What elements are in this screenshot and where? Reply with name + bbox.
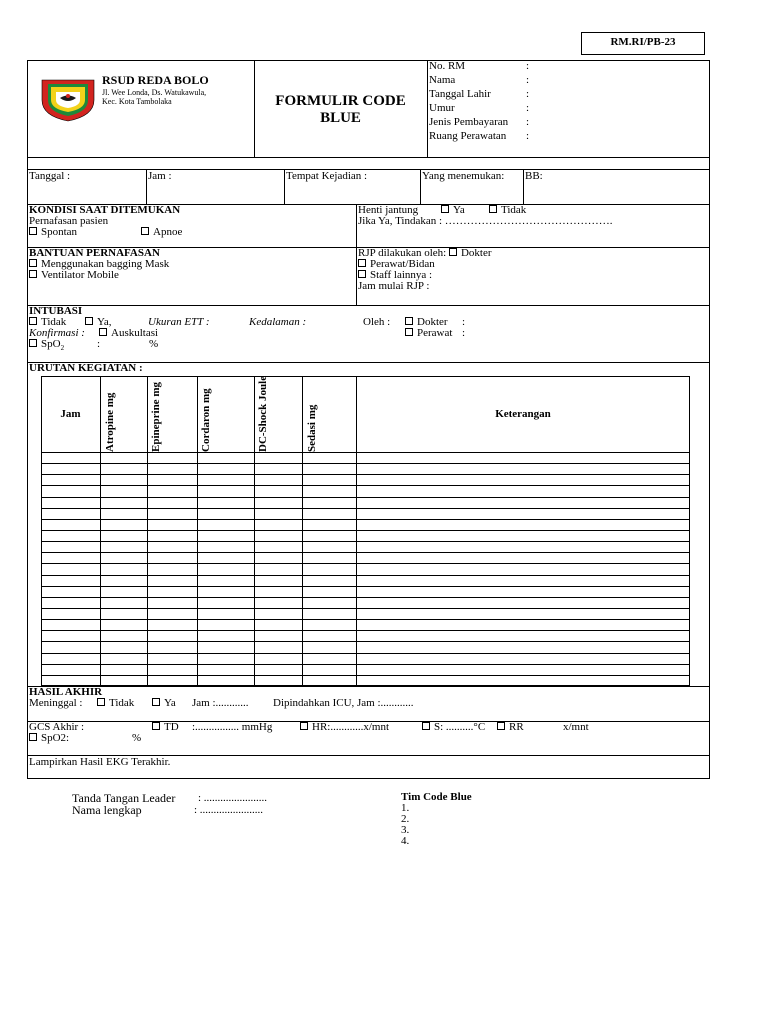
col-atropine-header: Atropine mg: [104, 392, 116, 452]
meninggal-tidak-option[interactable]: [97, 697, 134, 709]
col-keterangan-header: Keterangan: [495, 408, 551, 420]
table-row-line: [41, 586, 690, 587]
hospital-address-2: Kec. Kota Tambolaka: [102, 97, 172, 106]
hospital-logo-icon: [38, 76, 98, 122]
apnoe-label: Apnoe: [153, 226, 183, 238]
table-row-line: [41, 597, 690, 598]
checkbox[interactable]: [300, 722, 308, 730]
patient-field-colon: :: [526, 60, 530, 72]
dokter-label: Dokter: [417, 316, 448, 328]
checkbox[interactable]: [29, 270, 37, 278]
perawat-colon: :: [462, 327, 466, 339]
table-row-line: [41, 485, 690, 486]
ya-label: Ya: [164, 697, 176, 709]
col-sedasi-header: Sedasi mg: [306, 404, 318, 452]
bantuan-heading: BANTUAN PERNAFASAN: [29, 247, 160, 259]
spo2-percent: %: [149, 338, 159, 350]
spo2-label: SpO: [41, 338, 61, 350]
divider: [27, 686, 710, 687]
dokter-colon: :: [462, 316, 466, 328]
table-col-divider: [197, 376, 198, 686]
ventilator-label: Ventilator Mobile: [41, 269, 119, 281]
activity-table: [41, 376, 690, 686]
table-row-line: [41, 630, 690, 631]
spo2-colon: :: [97, 338, 101, 350]
table-col-divider: [302, 376, 303, 686]
leader-value: : .......................: [198, 792, 268, 804]
tim-heading: Tim Code Blue: [401, 791, 472, 803]
apnoe-option[interactable]: [141, 226, 182, 238]
divider: [27, 157, 710, 158]
spo2-option[interactable]: [29, 338, 64, 354]
divider: [27, 305, 710, 306]
patient-field-colon: :: [526, 102, 530, 114]
oleh-label: Oleh :: [363, 316, 391, 328]
kondisi-heading: KONDISI SAAT DITEMUKAN: [29, 204, 181, 216]
td-label: TD: [164, 721, 179, 733]
tidak-label: Tidak: [41, 316, 67, 328]
checkbox[interactable]: [29, 733, 37, 741]
meninggal-label: Meninggal :: [29, 697, 83, 709]
konfirmasi-label: Konfirmasi :: [29, 327, 85, 339]
form-code: RM.RI/PB-23: [610, 36, 676, 48]
urutan-heading: URUTAN KEGIATAN :: [29, 362, 143, 374]
staff-label: Staff lainnya :: [370, 269, 433, 281]
patient-field-label: Umur: [429, 102, 455, 114]
checkbox[interactable]: [405, 328, 413, 336]
dokter-label: Dokter: [460, 247, 492, 259]
patient-field-label: Ruang Perawatan: [429, 130, 507, 142]
intubasi-heading: INTUBASI: [29, 305, 83, 317]
ventilator-option[interactable]: [29, 269, 119, 281]
table-row-line: [41, 675, 690, 676]
patient-field-colon: :: [526, 116, 530, 128]
divider: [356, 204, 357, 305]
table-row-line: [41, 664, 690, 665]
hasil-jam-label: Jam :............: [192, 697, 249, 709]
checkbox[interactable]: [141, 227, 149, 235]
table-row-line: [41, 474, 690, 475]
tim-item: 2.: [401, 813, 410, 825]
s-label: S: ..........°C: [434, 721, 486, 733]
divider: [420, 169, 421, 204]
table-row-line: [41, 641, 690, 642]
tempat-label: Tempat Kejadian :: [286, 170, 368, 182]
col-dcshock-header: DC-Shock Joule: [257, 375, 269, 452]
tim-item: 3.: [401, 824, 410, 836]
menemukan-label: Yang menemukan:: [422, 170, 505, 182]
tim-item: 1.: [401, 802, 410, 814]
col-jam-header: Jam: [60, 408, 81, 420]
checkbox[interactable]: [422, 722, 430, 730]
patient-field-colon: :: [526, 74, 530, 86]
patient-field-label: Nama: [429, 74, 456, 86]
table-row-line: [41, 508, 690, 509]
checkbox[interactable]: [29, 227, 37, 235]
tidak-label: Tidak: [109, 697, 135, 709]
divider: [27, 169, 710, 170]
checkbox[interactable]: [489, 205, 497, 213]
checkbox[interactable]: [405, 317, 413, 325]
checkbox[interactable]: [152, 722, 160, 730]
table-col-divider: [356, 376, 357, 686]
checkbox[interactable]: [358, 259, 366, 267]
checkbox[interactable]: [449, 248, 457, 256]
hospital-address-1: Jl. Wee Londa, Ds. Watukawula,: [102, 88, 207, 97]
checkbox[interactable]: [85, 317, 93, 325]
auskultasi-label: Auskultasi: [111, 327, 159, 339]
patient-field-colon: :: [526, 130, 530, 142]
tanggal-label: Tanggal :: [29, 170, 71, 182]
divider: [146, 169, 147, 204]
ya-label: Ya,: [97, 316, 112, 328]
table-header-divider: [41, 452, 690, 453]
checkbox[interactable]: [29, 259, 37, 267]
pernafasan-label: Pernafasan pasien: [29, 215, 109, 227]
divider: [523, 169, 524, 204]
ya-label: Ya: [453, 204, 465, 216]
checkbox[interactable]: [97, 698, 105, 706]
col-cordaron-header: Cordaron mg: [200, 388, 212, 452]
jam-rjp-label: Jam mulai RJP :: [358, 280, 430, 292]
hasil-heading: HASIL AKHIR: [29, 686, 103, 698]
td-option[interactable]: [152, 721, 179, 733]
rr-unit: x/mnt: [563, 721, 589, 733]
meninggal-ya-option[interactable]: [152, 697, 176, 709]
table-row-line: [41, 608, 690, 609]
table-row-line: [41, 541, 690, 542]
patient-field-label: Jenis Pembayaran: [429, 116, 509, 128]
table-row-line: [41, 619, 690, 620]
col-epinephrine-header: Epineprine mg: [150, 382, 162, 452]
patient-field-label: Tanggal Lahir: [429, 88, 491, 100]
tindakan-label: Jika Ya, Tindakan : ……………………………………….: [358, 215, 613, 227]
gcs-spo2-percent: %: [132, 732, 142, 744]
rr-option[interactable]: [497, 721, 524, 733]
table-row-line: [41, 530, 690, 531]
table-row-line: [41, 463, 690, 464]
spontan-label: Spontan: [41, 226, 78, 238]
bagging-label: Menggunakan bagging Mask: [41, 258, 170, 270]
perawat-bidan-label: Perawat/Bidan: [370, 258, 435, 270]
mmhg-label: :................ mmHg: [192, 721, 273, 733]
rr-label: RR: [509, 721, 524, 733]
spontan-option[interactable]: [29, 226, 77, 238]
tim-item: 4.: [401, 835, 410, 847]
kedalaman-label: Kedalaman :: [249, 316, 307, 328]
divider: [284, 169, 285, 204]
hr-option[interactable]: [300, 721, 389, 733]
form-title-line1: FORMULIR CODE: [275, 93, 406, 109]
checkbox[interactable]: [99, 328, 107, 336]
patient-field-colon: :: [526, 88, 530, 100]
form-title-line2: BLUE: [320, 110, 361, 126]
bb-label: BB:: [525, 170, 543, 182]
checkbox[interactable]: [497, 722, 505, 730]
lampirkan-label: Lampirkan Hasil EKG Terakhir.: [29, 756, 171, 768]
tidak-label: Tidak: [501, 204, 527, 216]
ukuran-ett-label: Ukuran ETT :: [148, 316, 210, 328]
table-row-line: [41, 519, 690, 520]
patient-field-label: No. RM: [429, 60, 466, 72]
spo2-subscript: 2: [60, 344, 65, 353]
spo2-label: SpO2:: [41, 732, 70, 744]
nama-lengkap-value: : .......................: [194, 804, 264, 816]
header-divider-2: [427, 60, 428, 157]
checkbox[interactable]: [29, 339, 37, 347]
leader-label: Tanda Tangan Leader: [72, 791, 176, 805]
table-row-line: [41, 653, 690, 654]
table-row-line: [41, 575, 690, 576]
gcs-label: GCS Akhir :: [29, 721, 85, 733]
nama-lengkap-label: Nama lengkap: [72, 803, 142, 817]
table-col-divider: [100, 376, 101, 686]
table-col-divider: [254, 376, 255, 686]
table-row-line: [41, 497, 690, 498]
table-row-line: [41, 563, 690, 564]
checkbox[interactable]: [29, 317, 37, 325]
checkbox[interactable]: [152, 698, 160, 706]
hospital-name: RSUD REDA BOLO: [102, 73, 209, 87]
henti-jantung-label: Henti jantung: [358, 204, 419, 216]
checkbox[interactable]: [441, 205, 449, 213]
icu-label: Dipindahkan ICU, Jam :............: [273, 697, 414, 709]
s-option[interactable]: [422, 721, 485, 733]
hr-label: HR:............x/mnt: [312, 721, 390, 733]
table-row-line: [41, 552, 690, 553]
intubasi-perawat-option[interactable]: [405, 327, 452, 339]
table-col-divider: [147, 376, 148, 686]
rjp-oleh-text: RJP dilakukan oleh:: [358, 247, 447, 259]
jam-label: Jam :: [148, 170, 172, 182]
gcs-spo2-option[interactable]: [29, 732, 69, 744]
perawat-label: Perawat: [417, 327, 453, 339]
checkbox[interactable]: [358, 270, 366, 278]
